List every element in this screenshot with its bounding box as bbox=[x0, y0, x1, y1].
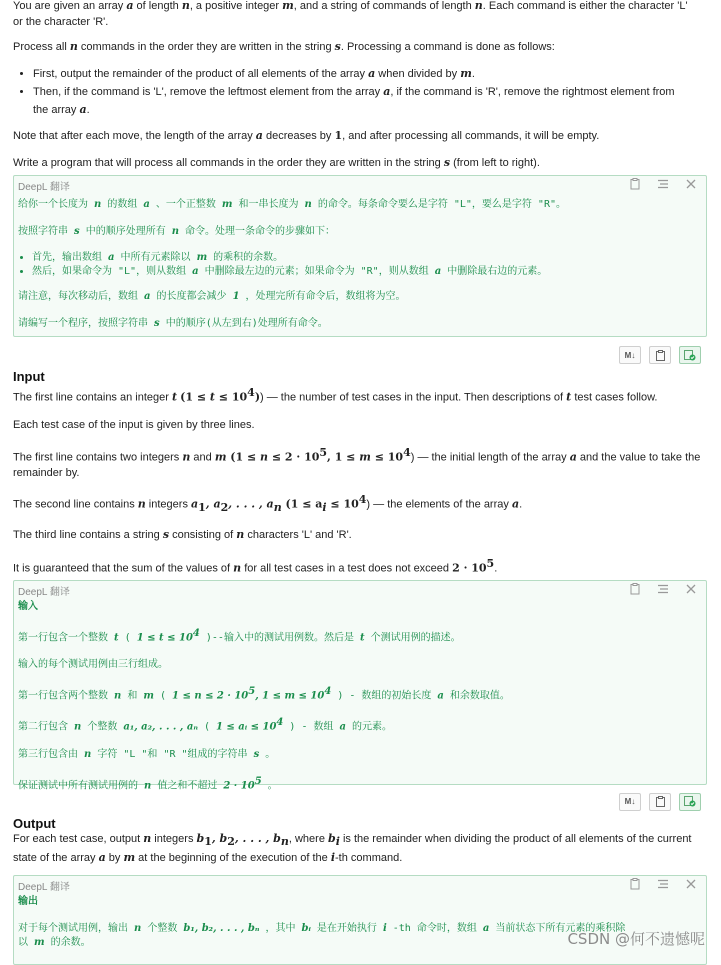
output-paragraph-2: state of the array a by m at the beginning of the execution of the i-th command. bbox=[13, 851, 403, 864]
lines-icon[interactable] bbox=[656, 877, 670, 891]
deepl-translation-box-3 bbox=[13, 875, 707, 965]
input-paragraph-4: The second line contains n integers $a_1$, $a_2$, . . . , $a_n$ $(1 \le a_i \le 10^4)$ — the elements of the array a. bbox=[13, 493, 523, 515]
close-icon[interactable] bbox=[684, 177, 698, 191]
deepl-title: DeepL 翻译 bbox=[18, 882, 70, 893]
markdown-button[interactable]: M↓ bbox=[619, 346, 641, 364]
input-heading: Input bbox=[13, 369, 45, 384]
deepl-header bbox=[14, 581, 706, 598]
statement-paragraph-3: Note that after each move, the length of the array a decreases by 1, and after processing all commands, it will be empty. bbox=[13, 129, 600, 142]
output-heading: Output bbox=[13, 815, 56, 831]
translation-line: 给你一个长度为 n 的数组 a 、一个正整数 m 和一串长度为 n 的命令。每条命令要么是字符 "L"，要么是字符 "R"。 bbox=[18, 199, 566, 210]
deepl-actions bbox=[628, 582, 698, 596]
deepl-actions bbox=[628, 877, 698, 891]
list-item: • 然后，如果命令为 "L"，则从数组 a 中删除最左边的元素；如果命令为 "R"，则从数组 a 中删除最右边的元素。 bbox=[32, 265, 702, 279]
translation-line: 输入的每个测试用例由三行组成。 bbox=[18, 659, 168, 671]
statement-paragraph-2: Process all n commands in the order they are written in the string s. Processing a command is done as follows: bbox=[13, 40, 555, 53]
copy-icon[interactable] bbox=[628, 582, 642, 596]
translation-line: 保证测试中所有测试用例的 n 值之和不超过 $2 \cdot 10^5$ 。 bbox=[18, 775, 278, 792]
list-item: • First, output the remainder of the product of all elements of the array a when divided by m. bbox=[33, 65, 707, 83]
translation-line: 按照字符串 s 中的顺序处理所有 n 命令。处理一条命令的步骤如下： bbox=[18, 226, 336, 237]
translation-line: 请注意，每次移动后，数组 a 的长度都会减少 1 ，处理完所有命令后，数组将为空。 bbox=[18, 291, 406, 302]
input-paragraph-5: The third line contains a string s consisting of n characters 'L' and 'R'. bbox=[13, 528, 352, 542]
statement-paragraph-1: You are given an array a of length n, a positive integer m, and a string of commands of length n. Each command is either the character 'L' bbox=[13, 0, 688, 12]
lines-icon[interactable] bbox=[656, 177, 670, 191]
translation-line: 第一行包含两个整数 n 和 m ( $1 \le n \le 2 \cdot 10^5$, $1 \le m \le 10^4$ ) - 数组的初始长度 a 和余数取值。 bbox=[18, 686, 510, 702]
output-paragraph-1: For each test case, output n integers $b_1$, $b_2$, . . . , $b_n$, where $b_i$ is the remainder when dividing the product of all elements of the current bbox=[13, 831, 692, 848]
statement-paragraph-1b: or the character 'R'. bbox=[13, 16, 109, 28]
translation-line: 以 m 的余数。 bbox=[18, 937, 91, 948]
translation-heading: 输出 bbox=[18, 896, 38, 907]
translation-list bbox=[18, 251, 702, 279]
close-icon[interactable] bbox=[684, 877, 698, 891]
deepl-header bbox=[14, 176, 706, 193]
check-icon[interactable] bbox=[679, 346, 701, 364]
copy-icon[interactable] bbox=[628, 177, 642, 191]
input-paragraph-3b: remainder by. bbox=[13, 467, 80, 480]
deepl-body bbox=[14, 193, 706, 335]
copy-icon[interactable] bbox=[628, 877, 642, 891]
list-item: • 首先，输出数组 a 中所有元素除以 m 的乘积的余数。 bbox=[32, 251, 702, 265]
translation-line: 第一行包含一个整数 t ( $1 \le t \le 10^4$ )--输入中的测试用例数。然后是 t 个测试用例的描述。 bbox=[18, 627, 461, 644]
translation-heading: 输入 bbox=[18, 600, 38, 612]
deepl-translation-box-2 bbox=[13, 580, 707, 792]
deepl-translation-box-1 bbox=[13, 175, 707, 337]
csdn-watermark: CSDN @何不遗憾呢 bbox=[567, 930, 705, 948]
markdown-button[interactable]: M↓ bbox=[619, 793, 641, 811]
lines-icon[interactable] bbox=[656, 582, 670, 596]
translation-line: 请编写一个程序，按照字符串 s 中的顺序(从左到右)处理所有命令。 bbox=[18, 318, 328, 329]
clipboard-icon[interactable] bbox=[649, 346, 671, 364]
statement-paragraph-4: Write a program that will process all commands in the order they are written in the string s (from left to right). bbox=[13, 156, 540, 169]
deepl-title: DeepL 翻译 bbox=[18, 586, 70, 598]
deepl-title: DeepL 翻译 bbox=[18, 182, 70, 193]
translation-line: 第三行包含由 n 字符 "L "和 "R "组成的字符串 s 。 bbox=[18, 748, 276, 760]
input-paragraph-3: The first line contains two integers n and m ($1 \le n \le 2 \cdot 10^5$, $1 \le m \le 10^4$) — the initial length of the array a and the value to take the bbox=[13, 445, 701, 464]
list-item: • Then, if the command is 'L', remove the leftmost element from the array a, if the command is 'R', remove the rightmost element from the array a. bbox=[33, 83, 707, 119]
statement bbox=[13, 0, 707, 171]
input-paragraph-1: The first line contains an integer t $(1 \le t \le 10^4)$) — the number of test cases in the input. Then descriptions of t test cases follow. bbox=[13, 386, 658, 404]
input-paragraph-2: Each test case of the input is given by three lines. bbox=[13, 418, 255, 431]
input-paragraph-6: It is guaranteed that the sum of the values of n for all test cases in a test does not exceed $2 \cdot 10^5$. bbox=[13, 557, 498, 575]
close-icon[interactable] bbox=[684, 582, 698, 596]
deepl-actions bbox=[628, 177, 698, 191]
deepl-header bbox=[14, 876, 706, 893]
translation-line: 对于每个测试用例，输出 n 个整数 b₁, b₂, . . . , bₙ ，其中 bᵢ 是在开始执行 i -th 命令时，数组 a 当前状态下所有元素的乘积除 bbox=[18, 923, 626, 934]
deepl-body bbox=[14, 598, 706, 797]
translation-toolbar-1 bbox=[13, 346, 707, 364]
statement-steps-list bbox=[13, 65, 707, 119]
translation-line: 第二行包含 n 个整数 a₁, a₂, . . . , aₙ ( 1 ≤ aᵢ ≤ $10^4$ ) - 数组 a 的元素。 bbox=[18, 717, 393, 733]
